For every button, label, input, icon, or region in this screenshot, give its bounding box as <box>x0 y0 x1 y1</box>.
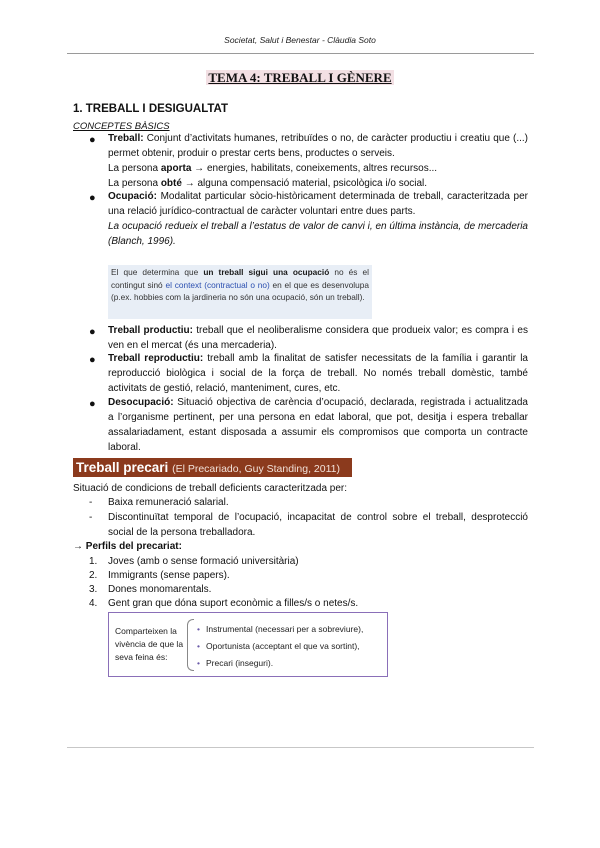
perfil-item: Gent gran que dóna suport econòmic a filles/s o netes/s. <box>108 598 359 609</box>
perfil-item: Joves (amb o sense formació universitària) <box>108 556 299 567</box>
aporta-term: aporta <box>160 163 192 174</box>
obte-prefix: La persona <box>108 178 161 189</box>
experience-item: Oportunista (acceptant el que va sortint), <box>205 641 360 651</box>
highlight-note <box>108 265 372 319</box>
page-title-text: TEMA 4: TREBALL I GÈNERE <box>208 70 392 85</box>
obte-term: obté <box>160 178 182 189</box>
definition-treball <box>108 131 528 191</box>
note-blue: el context (contractual o no) <box>165 279 270 290</box>
section-heading: 1. TREBALL I DESIGUALTAT <box>73 103 229 115</box>
definition-productiu <box>108 323 528 353</box>
box-label: Comparteixen la vivència de que la seva feina és: <box>115 626 184 662</box>
list-item <box>197 621 363 638</box>
bullet-icon: • <box>197 658 200 668</box>
experience-item: Instrumental (necessari per a sobreviure), <box>205 624 364 634</box>
precari-source: (El Precariado, Guy Standing, 2011) <box>172 463 340 475</box>
quote-blanch: La ocupació redueix el treball a l’estatus de valor de canvi i, en última instància, de mercaderia (Blanch, 1996). <box>108 221 528 247</box>
term-productiu: Treball productiu: <box>108 325 193 336</box>
note-text-2: no és el contingut sinó <box>111 267 369 290</box>
experience-item: Precari (inseguri). <box>205 658 274 668</box>
precari-condition: Discontinuïtat temporal de l’ocupació, incapacitat de control sobre el treball, desprotecció social de la persona treballadora. <box>108 512 528 538</box>
def-ocupacio: Modalitat particular sòcio-històricament determinada de treball, caracteritzada per una relació jurídico-contractual de caràcter voluntari entre dues parts. <box>108 191 528 217</box>
perfil-item: Dones monomarentals. <box>108 584 212 595</box>
note-text-3: en el que es desenvolupa (p.ex. hobbies com la jardineria no són una ocupació, són un treball). <box>111 279 369 302</box>
obte-text: → alguna compensació material, psicològica i/o social. <box>181 178 428 189</box>
def-desocupacio: Situació objectiva de carència d’ocupació, declarada, registrada i actualitzada a l’organisme pertinent, per una persona en edat laboral, que pot, desitja i espera treballar assalariadament, estant disposada a assumir els compromisos que comporta un contracte laboral. <box>108 397 528 453</box>
list-number: 4. <box>89 598 98 609</box>
header-divider <box>67 53 534 54</box>
list-number: 3. <box>89 584 98 595</box>
term-reproductiu: Treball reproductiu: <box>108 353 204 364</box>
def-productiu: treball que el neoliberalisme considera que produeix valor; es compra i es ven en el mercat (és una mercaderia). <box>108 325 528 351</box>
bullet-icon: • <box>197 624 200 634</box>
section-subheading: CONCEPTES BÀSICS <box>73 121 170 132</box>
note-bold: un treball sigui una ocupació <box>203 267 330 277</box>
bullet-icon: ● <box>89 192 96 204</box>
page-title <box>0 70 600 86</box>
bullet-icon: ● <box>89 134 96 146</box>
perfils-heading: → Perfils del precariat: <box>73 541 182 552</box>
def-reproductiu: treball amb la finalitat de satisfer necessitats de la família i garantir la reproducció biològica i social de la força de treball. No només treball domèstic, també activitats de gestió, relació, manteniment, cures, etc. <box>108 353 528 394</box>
term-treball: Treball: <box>108 133 144 144</box>
page-header: Societat, Salut i Benestar - Clàudia Soto <box>224 35 376 45</box>
aporta-prefix: La persona <box>108 163 161 174</box>
dash-marker: - <box>89 512 93 523</box>
bullet-icon: • <box>197 641 200 651</box>
precariat-experience-box <box>108 612 388 677</box>
precari-condition: Baixa remuneració salarial. <box>108 497 229 508</box>
term-ocupacio: Ocupació: <box>108 191 157 202</box>
list-item <box>197 655 363 672</box>
list-number: 2. <box>89 570 98 581</box>
bullet-icon: ● <box>89 354 96 366</box>
definition-desocupacio <box>108 395 528 455</box>
note-text-1: El que determina que <box>111 267 204 277</box>
definition-reproductiu <box>108 351 528 396</box>
list-item <box>197 638 363 655</box>
footer-divider <box>67 747 534 748</box>
precari-intro: Situació de condicions de treball deficients caracteritzada per: <box>73 483 348 494</box>
def-treball: Conjunt d’activitats humanes, retribuïdes o no, de caràcter productiu i creatiu que (...) permet obtenir, produir o prestar certs bens, productes o serveis. <box>108 133 528 159</box>
bullet-icon: ● <box>89 398 96 410</box>
term-desocupacio: Desocupació: <box>108 397 174 408</box>
definition-ocupacio <box>108 189 528 249</box>
precari-title: Treball precari <box>76 460 169 475</box>
brace-icon <box>187 619 194 671</box>
bullet-icon: ● <box>89 326 96 338</box>
experience-list <box>197 621 363 672</box>
perfil-item: Immigrants (sense papers). <box>108 570 230 581</box>
treball-precari-banner <box>73 458 352 477</box>
dash-marker: - <box>89 497 93 508</box>
aporta-text: → energies, habilitats, coneixements, altres recursos... <box>191 163 438 174</box>
list-number: 1. <box>89 556 98 567</box>
